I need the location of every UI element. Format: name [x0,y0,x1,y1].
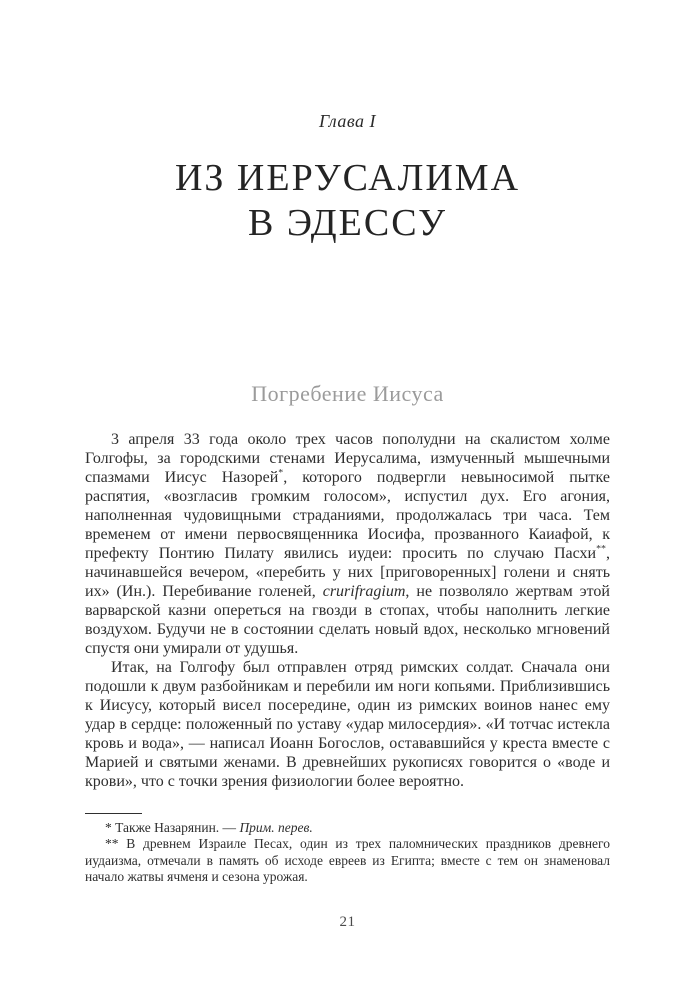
chapter-label: Глава I [318,111,377,131]
text-run: Итак, на Голгофу был отправлен отряд римских солдат. Сначала они подошли к двум разбойникам и перебили им ноги копьями. Приблизившись к Иисусу, который висел посередине, один из римских воинов нанес ему удар в сердце: положенный по уставу «удар милосердия». «И тотчас истекла кровь и вода», — написал Иоанн Богослов, остававшийся у креста вместе с Марией и святыми женами. В древнейших рукописях говорится о «воде и крови», что с точки зрения физиологии более вероятно. [85,659,610,790]
footnotes-block [85,813,610,885]
chapter-title-line-2: В ЭДЕССУ [248,202,447,244]
footnote-item [85,820,610,836]
footnote-divider [85,813,142,814]
text-run: 3 апреля 33 года около трех часов пополудни на скалистом холме Голгофы, за городскими стенами Иерусалима, измученный мышечными спазмами Иисус Назорей [85,431,610,486]
text-run: Также Назарянин. — [115,820,240,835]
italic-text-run: crurifragium [322,583,406,600]
text-run: , не позволяло жертвам этой варварской казни опереться на гвозди в стопах, чтобы наполнить легкие воздухом. Будучи не в состоянии сделать новый вдох, несколько мгновений спустя они умирали от удушья. [85,583,610,657]
footnote-item [85,836,610,885]
text-run: * [105,820,116,835]
text-run: , которого подвергли невыносимой пытке распятия, «возгласив громким голосом», испустил дух. Его агония, наполненная чудовищными страданиями, продолжалась три часа. Тем временем от имени первосвященника Иосифа, прозванного Каиафой, к префекту Понтию Пилату явились иудеи: просить по случаю Пасхи [85,469,610,562]
text-run: В древнем Израиле Песах, один из трех паломнических праздников древнего иудаизма, отмечали в память об исходе евреев из Египта; вместе с тем он знаменовал начало жатвы ячменя и сезона урожая. [85,836,611,884]
chapter-title [35,156,660,246]
footnote-list [85,820,610,885]
footnote-marker: ** [596,543,606,555]
page-number: 21 [339,914,356,930]
body-paragraph [85,658,610,791]
body-paragraph [85,430,610,658]
text-run: ** [105,836,127,852]
italic-text-run: Прим. перев. [239,820,313,835]
body-text [85,430,610,791]
footnote-marker: * [278,467,284,479]
section-heading: Погребение Иисуса [251,381,444,406]
text-run: , начинавшейся вечером, «перебить у них [приговоренных] голени и снять их» (Ин.). Перебивание голеней, [85,545,610,600]
chapter-title-line-1: ИЗ ИЕРУСАЛИМА [174,157,521,199]
